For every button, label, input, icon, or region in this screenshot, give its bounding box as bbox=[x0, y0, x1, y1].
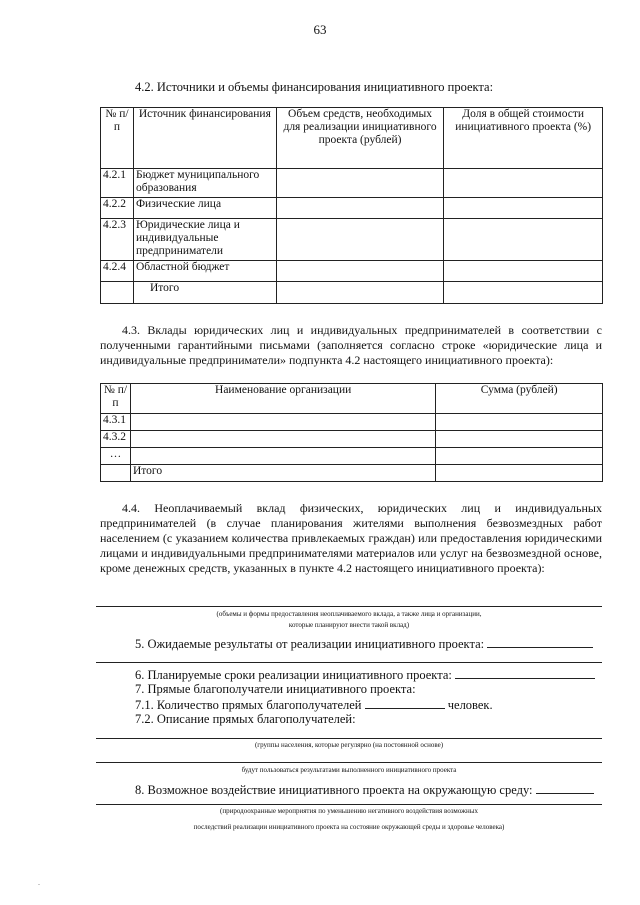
header-organization: Наименование организации bbox=[130, 384, 435, 414]
table-row bbox=[101, 448, 603, 465]
row-source: Физические лица bbox=[133, 198, 276, 219]
item-7-2-fill-line-2[interactable] bbox=[96, 762, 602, 763]
financing-table bbox=[100, 107, 603, 304]
section-4-4-text bbox=[100, 501, 602, 576]
row-organization-cell[interactable] bbox=[130, 448, 435, 465]
row-amount-cell[interactable] bbox=[276, 219, 444, 261]
caption-line-2: которые планируют внести такой вклад) bbox=[288, 621, 410, 629]
row-source: Юридические лица и индивидуальные предприниматели bbox=[133, 219, 276, 261]
item-8-label: 8. Возможное воздействие инициативного проекта на окружающую среду: bbox=[135, 783, 533, 797]
contributions-table bbox=[100, 383, 603, 482]
row-amount-cell[interactable] bbox=[276, 261, 444, 282]
table-row bbox=[101, 198, 603, 219]
caption-line-1: (объемы и формы предоставления неоплачиваемого вклада, а также лица и организации, bbox=[216, 610, 482, 618]
header-source: Источник финансирования bbox=[133, 108, 276, 169]
item-7-2: 7.2. Описание прямых благополучателей: bbox=[135, 712, 356, 726]
table-row bbox=[101, 219, 603, 261]
total-label: Итого bbox=[133, 282, 276, 304]
item-5-fill[interactable] bbox=[487, 636, 593, 648]
row-source: Областной бюджет bbox=[133, 261, 276, 282]
row-num-empty bbox=[101, 282, 134, 304]
header-amount: Объем средств, необходимых для реализации инициативного проекта (рублей) bbox=[276, 108, 444, 169]
item-8-caption-2: последствий реализации инициативного проекта на состояние окружающей среды и здоровье человека) bbox=[193, 823, 505, 831]
item-5-fill-line[interactable] bbox=[96, 662, 602, 663]
total-share-cell[interactable] bbox=[444, 282, 603, 304]
section-4-4-fill-line[interactable] bbox=[96, 606, 602, 607]
item-6-fill[interactable] bbox=[455, 667, 595, 679]
header-num: № п/п bbox=[101, 108, 134, 169]
item-8-caption-1: (природоохранные мероприятия по уменьшению негативного воздействия возможных bbox=[220, 807, 478, 815]
row-share-cell[interactable] bbox=[444, 261, 603, 282]
table-row-total bbox=[101, 282, 603, 304]
item-7-1 bbox=[135, 697, 493, 713]
contributions-table-header bbox=[101, 384, 603, 414]
item-5 bbox=[135, 636, 593, 652]
row-organization-cell[interactable] bbox=[130, 431, 435, 448]
item-6-label: 6. Планируемые сроки реализации инициативного проекта: bbox=[135, 668, 452, 682]
header-sum: Сумма (рублей) bbox=[436, 384, 603, 414]
row-num: 4.2.1 bbox=[101, 169, 134, 198]
table-row bbox=[101, 261, 603, 282]
table-row bbox=[101, 431, 603, 448]
section-4-2-heading: 4.2. Источники и объемы финансирования инициативного проекта: bbox=[135, 80, 494, 94]
item-7-caption-2: будут пользоваться результатами выполненного инициативного проекта bbox=[241, 766, 457, 774]
row-num-empty bbox=[101, 465, 131, 482]
section-4-4-caption bbox=[96, 609, 602, 631]
section-4-4-text-content: 4.4. Неоплачиваемый вклад физических, юридических лиц и индивидуальных предпринимателей (в случае планирования жителями выполнения безвозмездных работ населением (с указанием количества привлекаемых граждан) или предоставления юридическими лицами и индивидуальными предпринимателями материалов или услуг на безвозмездной основе, кроме денежных средств, указанных в пункте 4.2 настоящего инициативного проекта): bbox=[100, 501, 602, 575]
row-organization-cell[interactable] bbox=[130, 414, 435, 431]
row-amount-cell[interactable] bbox=[276, 198, 444, 219]
item-7-2-fill-line[interactable] bbox=[96, 738, 602, 739]
row-share-cell[interactable] bbox=[444, 198, 603, 219]
item-7-1-unit: человек. bbox=[447, 698, 493, 712]
row-share-cell[interactable] bbox=[444, 169, 603, 198]
row-num: 4.3.1 bbox=[101, 414, 131, 431]
row-num: 4.2.4 bbox=[101, 261, 134, 282]
total-sum-cell[interactable] bbox=[436, 465, 603, 482]
item-8-fill[interactable] bbox=[536, 782, 594, 794]
item-8 bbox=[135, 782, 594, 798]
section-4-3-text bbox=[100, 323, 602, 368]
header-num: № п/п bbox=[101, 384, 131, 414]
table-row bbox=[101, 414, 603, 431]
row-amount-cell[interactable] bbox=[276, 169, 444, 198]
row-num: … bbox=[101, 448, 131, 465]
beneficiaries-count-fill[interactable] bbox=[365, 697, 445, 709]
row-sum-cell[interactable] bbox=[436, 431, 603, 448]
section-4-3-text-content: 4.3. Вклады юридических лиц и индивидуальных предпринимателей в соответствии с полученными гарантийными письмами (заполняется согласно строке «юридические лица и индивидуальные предприниматели» подпункта 4.2 настоящего инициативного проекта): bbox=[100, 323, 602, 367]
item-7-caption-1: (группы населения, которые регулярно (на постоянной основе) bbox=[254, 741, 444, 749]
total-amount-cell[interactable] bbox=[276, 282, 444, 304]
row-source: Бюджет муниципального образования bbox=[133, 169, 276, 198]
scan-mark: . bbox=[38, 878, 40, 887]
page-number: 63 bbox=[313, 22, 327, 37]
table-row bbox=[101, 169, 603, 198]
row-share-cell[interactable] bbox=[444, 219, 603, 261]
item-5-label: 5. Ожидаемые результаты от реализации инициативного проекта: bbox=[135, 637, 485, 651]
row-num: 4.3.2 bbox=[101, 431, 131, 448]
row-sum-cell[interactable] bbox=[436, 448, 603, 465]
row-num: 4.2.2 bbox=[101, 198, 134, 219]
table-row-total bbox=[101, 465, 603, 482]
header-share: Доля в общей стоимости инициативного проекта (%) bbox=[444, 108, 603, 169]
row-num: 4.2.3 bbox=[101, 219, 134, 261]
item-7-1-label: 7.1. Количество прямых благополучателей bbox=[135, 698, 362, 712]
row-sum-cell[interactable] bbox=[436, 414, 603, 431]
financing-table-header bbox=[101, 108, 603, 169]
total-label: Итого bbox=[130, 465, 435, 482]
item-6 bbox=[135, 667, 595, 683]
item-8-fill-line[interactable] bbox=[96, 804, 602, 805]
item-7: 7. Прямые благополучатели инициативного проекта: bbox=[135, 682, 416, 696]
